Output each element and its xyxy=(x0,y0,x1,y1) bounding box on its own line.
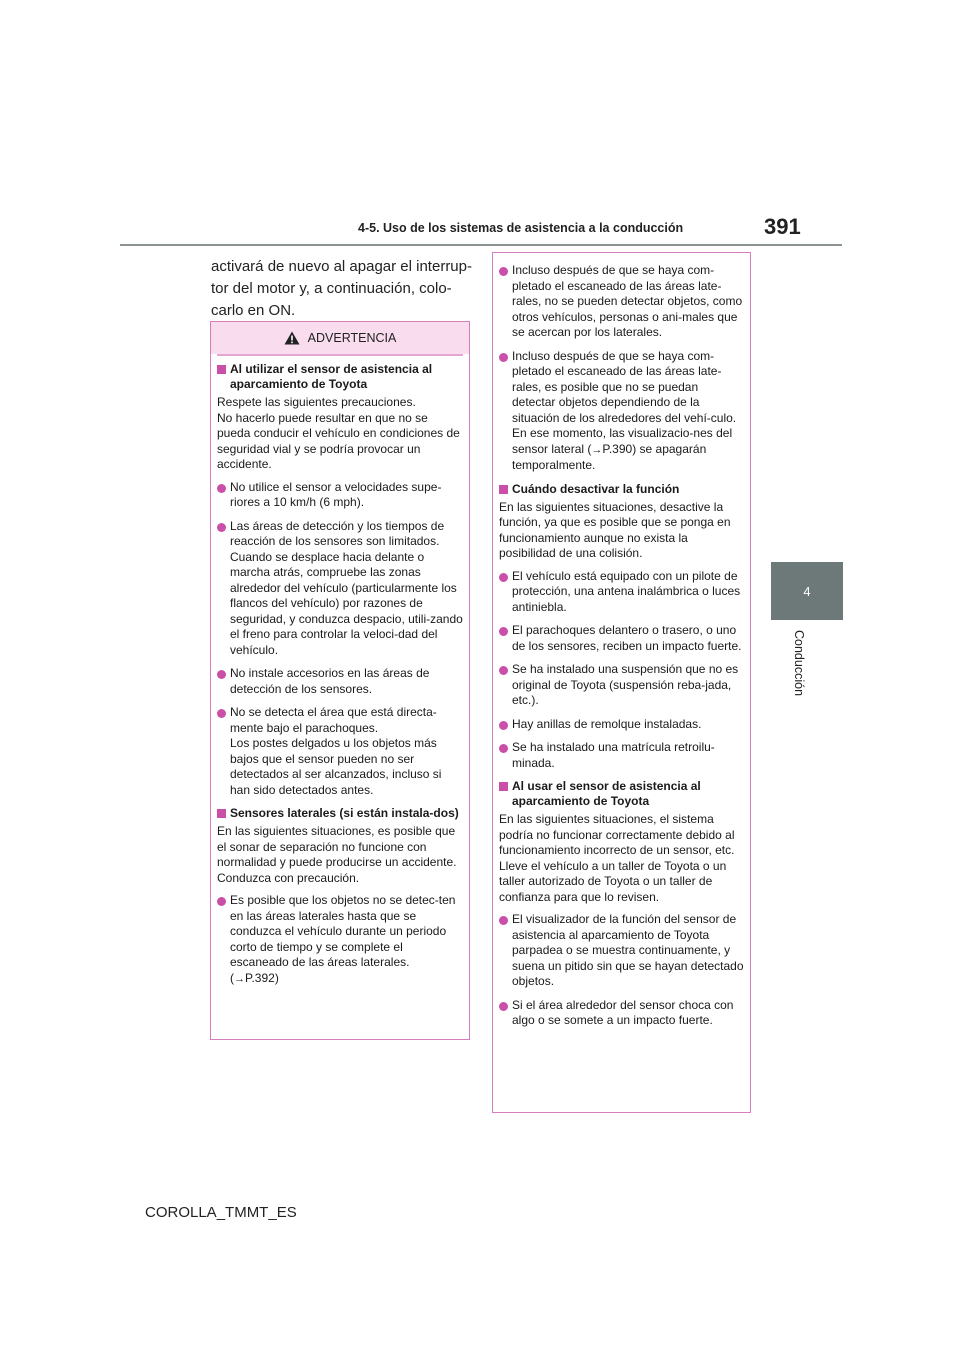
list-item-text: Hay anillas de remolque instaladas. xyxy=(512,716,702,731)
warning-title: ADVERTENCIA xyxy=(307,331,397,345)
list-item-text: Incluso después de que se haya com-pletado el escaneado de las áreas late-rales, es posible que no se puedan detectar objetos dependiendo de la situación de los alrededores del vehí-culo. En ese momento, las visualizacio-nes del sensor lateral (→P.390) se apagarán temporalmente. xyxy=(512,348,737,472)
round-bullet-icon xyxy=(499,267,508,276)
paragraph: En las siguientes situaciones, es posible que el sonar de separación no funcione con normalidad y puede producirse un accidente. Conduzca con precaución. xyxy=(217,824,457,885)
list-item-text: No instale accesorios en las áreas de detección de los sensores. xyxy=(230,666,430,696)
subheading xyxy=(499,779,744,809)
round-bullet-icon xyxy=(499,916,508,925)
list-item xyxy=(499,717,744,733)
page-reference: P.392 xyxy=(245,970,275,985)
list-item-text: El visualizador de la función del sensor de asistencia al aparcamiento de Toyota parpadea o se muestra continuamente, y suena un pitido sin que se hayan detectado objetos. xyxy=(512,912,744,988)
page-number: 391 xyxy=(764,214,801,239)
list-item xyxy=(499,623,744,654)
list-item xyxy=(217,893,463,987)
round-bullet-icon xyxy=(217,670,226,679)
list-item-text: El parachoques delantero o trasero, o uno de los sensores, reciben un impacto fuerte. xyxy=(512,623,742,653)
arrow-right-icon: → xyxy=(591,443,603,456)
round-bullet-icon xyxy=(217,523,226,532)
reference-close: ) xyxy=(274,970,279,985)
list-item-text: No utilice el sensor a velocidades supe-riores a 10 km/h (6 mph). xyxy=(230,479,442,509)
round-bullet-icon xyxy=(217,709,226,718)
list-item-text: El vehículo está equipado con un pilote de protección, una antena inalámbrica o luces antiniebla. xyxy=(512,568,741,614)
document-code: COROLLA_TMMT_ES xyxy=(145,1204,297,1221)
round-bullet-icon xyxy=(499,721,508,730)
warning-box-left xyxy=(210,321,470,1040)
warning-header-rule xyxy=(217,354,463,356)
square-bullet-icon xyxy=(217,809,226,818)
list-item xyxy=(499,263,744,341)
warning-box-right xyxy=(492,252,751,1113)
header-rule xyxy=(120,244,842,246)
list-item-text: No se detecta el área que está directa-mente bajo el parachoques. Los postes delgados u los objetos más bajos que el sensor pueden no ser detectados al ser alcanzados, incluso si han sido detectados antes. xyxy=(230,705,442,797)
list-item xyxy=(499,569,744,616)
subheading xyxy=(499,482,744,497)
subheading-text: Cuándo desactivar la función xyxy=(512,481,680,496)
subheading xyxy=(217,806,463,821)
arrow-right-icon: → xyxy=(234,972,245,985)
warning-content-left xyxy=(217,362,463,987)
round-bullet-icon xyxy=(499,666,508,675)
subheading-text: Al usar el sensor de asistencia al aparcamiento de Toyota xyxy=(512,779,701,808)
paragraph: Respete las siguientes precauciones. No hacerlo puede resultar en que no se pueda conducir el vehículo en condiciones de seguridad vial y se podría provocar un accidente. xyxy=(217,395,460,471)
list-item-text: Incluso después de que se haya com-pletado el escaneado de las áreas late-rales, no se pueden detectar objetos, como otros vehículos, personas o ani-males que se acercan por los laterales. xyxy=(512,263,743,339)
warning-header xyxy=(211,322,469,354)
list-item xyxy=(217,705,463,798)
square-bullet-icon xyxy=(499,485,508,494)
list-item xyxy=(217,519,463,659)
warning-content-right xyxy=(499,263,744,1029)
paragraph: En las siguientes situaciones, el sistema podría no funcionar correctamente debido al funcionamiento incorrecto de un sensor, etc. Lleve el vehículo a un taller de Toyota o un taller autorizado de Toyota o un taller de confianza para que lo revisen. xyxy=(499,812,735,904)
round-bullet-icon xyxy=(217,897,226,906)
round-bullet-icon xyxy=(217,484,226,493)
list-item xyxy=(499,912,744,990)
round-bullet-icon xyxy=(499,744,508,753)
list-item xyxy=(217,480,463,511)
list-item xyxy=(217,666,463,697)
round-bullet-icon xyxy=(499,353,508,362)
subheading-text: Sensores laterales (si están instala-dos) xyxy=(230,806,459,820)
list-item-text: Es posible que los objetos no se detec-ten en las áreas laterales hasta que se conduzca el vehículo durante un periodo corto de tiempo y se complete el escaneado de las áreas laterales. (→P.392) xyxy=(230,893,456,985)
list-item xyxy=(499,349,744,474)
list-item xyxy=(499,998,744,1029)
intro-text: activará de nuevo al apagar el interrup-tor del motor y, a continuación, colo-carlo en ON. xyxy=(211,258,472,319)
round-bullet-icon xyxy=(499,627,508,636)
section-title: 4-5. Uso de los sistemas de asistencia a la conducción xyxy=(358,221,684,235)
list-item-text: Las áreas de detección y los tiempos de reacción de los sensores son limitados. Cuando se desplace hacia delante o marcha atrás, compruebe las zonas alrededor del vehículo (particularmente los flancos del vehículo) por razones de seguridad, y conduzca despacio, utili-zando el freno para controlar la veloci-dad del vehículo. xyxy=(230,518,463,657)
list-item-text: Se ha instalado una matrícula retroilu-minada. xyxy=(512,740,715,770)
list-item-text: Si el área alrededor del sensor choca con algo o se somete a un impacto fuerte. xyxy=(512,997,734,1027)
reference-close: ) se apagarán temporalmente. xyxy=(512,441,707,472)
reference-open: ( xyxy=(230,970,234,985)
round-bullet-icon xyxy=(499,573,508,582)
list-item xyxy=(499,662,744,709)
list-item-text: Se ha instalado una suspensión que no es original de Toyota (suspensión reba-jada, etc.). xyxy=(512,662,739,707)
chapter-number: 4 xyxy=(803,583,811,599)
subheading xyxy=(217,362,463,392)
page-reference: P.390 xyxy=(602,441,633,456)
paragraph: En las siguientes situaciones, desactive la función, ya que es posible que se ponga en funcionamiento aunque no exista la posibilidad de una colisión. xyxy=(499,499,731,560)
square-bullet-icon xyxy=(499,782,508,791)
chapter-tab xyxy=(771,562,843,620)
chapter-name: Conducción xyxy=(792,630,806,697)
subheading-text: Al utilizar el sensor de asistencia al aparcamiento de Toyota xyxy=(230,362,433,391)
list-item xyxy=(499,740,744,771)
round-bullet-icon xyxy=(499,1002,508,1011)
square-bullet-icon xyxy=(217,365,226,374)
warning-triangle-icon xyxy=(284,331,300,345)
